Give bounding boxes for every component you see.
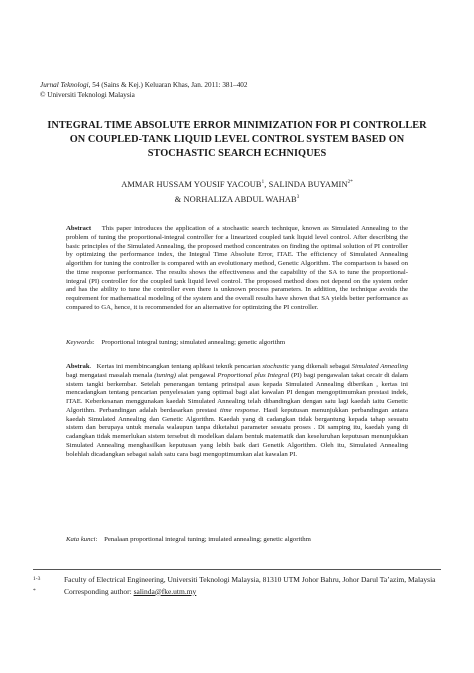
abstrak-text-1: Kertas ini membincangkan tentang aplikasi teknik pencarian xyxy=(96,363,263,370)
footnote-1-mark: 1-3 xyxy=(33,576,41,582)
footnote-corresponding xyxy=(33,587,443,598)
footnote-1-text: Faculty of Electrical Engineering, Universiti Teknologi Malaysia, 81310 UTM Johor Bahru, Johor Darul Ta’azim, Malaysia xyxy=(64,575,436,584)
keywords-english: Keywords: Proportional integral tuning; simulated annealing; genetic algorithm xyxy=(66,339,286,346)
author-line-2 xyxy=(40,191,434,206)
author-list xyxy=(40,176,434,206)
kata-kunci-label: Kata kunci xyxy=(66,536,96,543)
journal-name: Jurnal Teknologi xyxy=(40,81,89,89)
author-3: & NORHALIZA ABDUL WAHAB xyxy=(174,194,297,204)
author-1: AMMAR HUSSAM YOUSIF YACOUB xyxy=(121,179,262,189)
author-2: SALINDA BUYAMIN xyxy=(268,179,348,189)
abstrak-label: Abstrak xyxy=(66,363,90,370)
journal-copyright: © Universiti Teknologi Malaysia xyxy=(40,91,135,99)
kata-kunci-text: Penalaan proportional integral tuning; imulated annealing; genetic algorithm xyxy=(104,536,311,543)
abstrak-text-6: . Hasil keputusan menunjukkan perbandingan antara kaedah Simulated Annealing dan Genetic Algorithm. Kaedah yang di cadangkan tidak bergantung kepada tahap sesuatu sistem dan berupaya untuk menala walaupun tanpa diketahui parameter sesuatu proses . Di samping itu, kaedah yang di cadangkan tidak memerlukan sistem tersebut di modelkan dalam bentuk matematik dan keseluruhan keputusan menunjukkan Simulated Annealing menghasilkan keputusan yang lebih baik dari Genetik Algorithm. Oleh itu, Simulated Annealing bolehlah dicadangkan sebagai salah satu cara bagi mengoptimumkan alat kawalan PI. xyxy=(66,406,408,458)
footnote-2-mark: * xyxy=(33,587,36,594)
abstrak-text-3: bagi mengatasi masalah menala xyxy=(66,371,155,379)
abstract-text: This paper introduces the application of a stochastic search technique, known as Simulated Annealing to the problem of tuning the proportional-integral controller for a linearized coupled tank liquid level control. After describing the basic principles of the Simulated Annealing, the proposed method concentrates on finding the optimal solution of PI controller by optimizing the performance index, the Integral Time Absolute Error, ITAE. The efficiency of Simulated Annealing algorithm for tuning the controller is compared with an evolutionary method, Genetic Algorithm. The comparison is based on the time response performance. The results shows the effectiveness and the capability of the SA to tune the proportional-integral (PI) controller for the coupled tank liquid level control. The proposed method does not depend on the system order and has the ability to tune the controller even there is unknown process parameters. In addition, the technique avoids the requirement for mathematical modeling of the system and the overall results have shown that SA yields better performance as compared to GA, hence, it is recommended for an alternative for optimizing the PI controller. xyxy=(66,225,409,311)
corresponding-email-link[interactable]: salinda@fke.utm.my xyxy=(133,586,197,596)
author-line-1 xyxy=(40,176,434,191)
footnote-affiliation xyxy=(33,575,443,586)
author-1-mark: 1 xyxy=(261,180,265,185)
abstract-malay: Abstrak. Kertas ini membincangkan tentang aplikasi teknik pencarian stochastic yang dikenali sebagai Simulated Annealing bagi mengatasi masalah menala (tuning) alat pengawal Proportional plus Integral (PI) bagi pengawalan takat cecair di dalam sistem tangki berkembar. Setelah penerangan tentang prinsipal asas kepada Simulated Annealing diberikan , kertas ini mencadangkan tentang pencarian penyelesaian yang optimal bagi alat kawalan PI dengan mengoptimumkan prestasi indek, ITAE. Keberkesanan menggunakan kaedah Simulated Annealing telah dibandingkan dengan satu lagi kaedah iaitu Genetic Algorithm. Perbandingan adalah berdasarkan prestasi time response. Hasil keputusan menunjukkan perbandingan antara kaedah Simulated Annealing dan Genetic Algorithm. Kaedah yang di cadangkan tidak bergantung kepada tahap sesuatu sistem dan berupaya untuk menala walaupun tanpa diketahui parameter sesuatu proses . Di samping itu, kaedah yang di cadangkan tidak memerlukan sistem tersebut di modelkan dalam bentuk matematik dan keseluruhan keputusan menunjukkan Simulated Annealing menghasilkan keputusan yang lebih baik dari Genetik Algorithm. Oleh itu, Simulated Annealing bolehlah dicadangkan sebagai salah satu cara bagi mengoptimumkan alat kawalan PI. xyxy=(66,363,409,458)
keywords-label: Keywords xyxy=(66,339,93,346)
abstrak-italic-2: Simulated Annealing xyxy=(351,363,409,370)
paper-title: INTEGRAL TIME ABSOLUTE ERROR MINIMIZATION FOR PI CONTROLLER ON COUPLED-TANK LIQUID LEVEL CONTROL SYSTEM BASED ON STOCHASTIC SEARCH ECHNIQUES xyxy=(47,120,427,159)
author-separator: , xyxy=(264,179,269,189)
journal-issue: , 54 (Sains & Kej.) Keluaran Khas, Jan. 2011: 381–402 xyxy=(88,81,248,89)
abstrak-text-2: yang dikenali sebagai xyxy=(289,363,352,370)
abstrak-italic-3: (tuning) xyxy=(154,371,177,379)
footnote-rule xyxy=(33,569,441,570)
keywords-text: Proportional integral tuning; simulated annealing; genetic algorithm xyxy=(101,339,286,346)
abstrak-italic-4: Proportional plus Integral xyxy=(217,371,290,379)
journal-header xyxy=(40,80,440,100)
abstrak-italic-1: stochastic xyxy=(262,363,290,370)
abstrak-text-5: (PI) bagi pengawalan takat cecair di dalam sistem tangki berkembar. Setelah penerangan tentang prinsipal asas kepada Simulated Annealing diberikan , kertas ini mencadangkan tentang pencarian penyelesaian yang optimal bagi alat kawalan PI dengan mengoptimumkan prestasi indek, ITAE. Keberkesanan menggunakan kaedah Simulated Annealing telah dibandingkan dengan satu lagi kaedah iaitu Genetic Algorithm. Perbandingan adalah berdasarkan prestasi xyxy=(66,371,409,414)
footnotes xyxy=(33,575,443,597)
keywords-malay: Kata kunci: Penalaan proportional integral tuning; imulated annealing; genetic algorithm xyxy=(66,536,311,543)
journal-citation xyxy=(40,80,440,90)
abstract-label: Abstract xyxy=(66,225,92,232)
author-2-mark: 2* xyxy=(347,180,353,185)
author-3-mark: 3 xyxy=(296,194,300,200)
abstract-english xyxy=(66,225,408,313)
abstrak-italic-5: time response xyxy=(219,406,259,414)
footnote-2-text: Corresponding author: xyxy=(64,586,134,596)
abstrak-text-4: alat pengawal xyxy=(176,371,218,379)
